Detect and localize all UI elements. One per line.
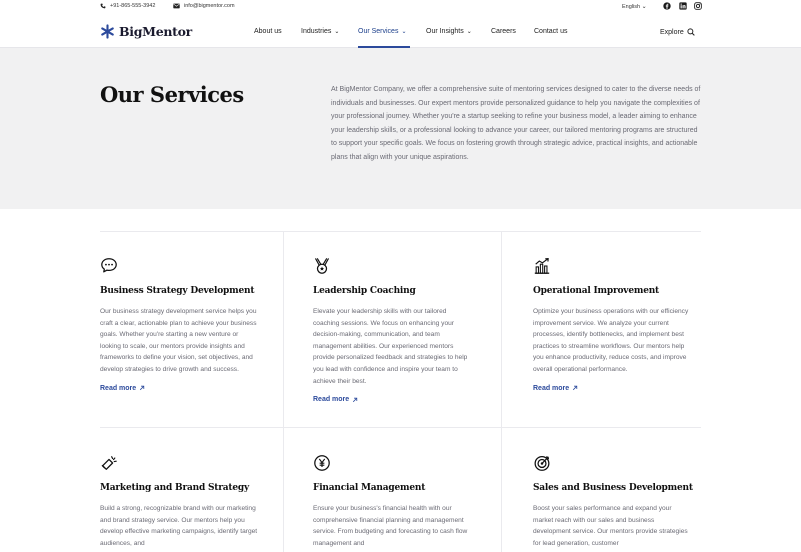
brand-name: BigMentor: [119, 24, 192, 39]
main-navigation: [0, 16, 801, 48]
service-description: Optimize your business operations with our efficiency improvement service. We analyze your current processes, identify bottlenecks, and implement best practices to streamline workflows. Our mentors help you enhance productivity, reduce costs, and improve overall operational performance.: [533, 308, 689, 373]
chevron-down-icon: ⌄: [466, 29, 472, 35]
service-card: [533, 454, 693, 549]
nav-link-services[interactable]: [358, 28, 407, 35]
service-title: Sales and Business Development: [533, 483, 693, 493]
email-contact[interactable]: [173, 3, 235, 9]
service-description: Our business strategy development service helps you craft a clear, actionable plan to achieve your business goals. Whether you're starting a new venture or looking to scale, our mentors provide insights and frameworks to define your vision, set objectives, and develop strategies to drive growth and success.: [100, 308, 257, 373]
megaphone-icon: [100, 454, 118, 472]
language-selector[interactable]: [622, 3, 647, 10]
service-card: [100, 257, 260, 395]
nav-link-label: About us: [254, 28, 282, 35]
explore-button[interactable]: [660, 28, 695, 36]
chat-bubbles-icon: [100, 257, 118, 275]
page-title: Our Services: [100, 82, 244, 107]
service-description: Boost your sales performance and expand your market reach with our sales and business development service. Our mentors provide strategies for lead generation, customer: [533, 505, 688, 547]
explore-label: Explore: [660, 28, 684, 36]
service-title: Operational Improvement: [533, 286, 660, 296]
yen-coin-icon: [313, 454, 331, 472]
nav-link-insights[interactable]: [426, 28, 472, 35]
read-more-label: Read more: [533, 384, 570, 392]
email-address: info@bigmentor.com: [184, 3, 235, 9]
service-title: Financial Management: [313, 483, 426, 493]
instagram-icon: [694, 2, 702, 10]
service-title: Business Strategy Development: [100, 286, 255, 296]
service-card: [313, 454, 473, 549]
service-title: Leadership Coaching: [313, 286, 416, 296]
service-description: Build a strong, recognizable brand with our marketing and brand strategy service. Our mentors help you develop effective marketing campaigns, identify target audiences, and: [100, 505, 258, 547]
nav-link-contact[interactable]: [534, 28, 567, 35]
chevron-down-icon: ⌄: [641, 4, 647, 10]
grid-divider: [283, 232, 284, 552]
growth-chart-icon: [533, 257, 551, 275]
services-grid: [100, 231, 701, 552]
nav-link-about[interactable]: [254, 28, 282, 35]
nav-link-label: Our Insights: [426, 28, 464, 35]
service-card: [100, 454, 260, 549]
language-label: English: [622, 4, 641, 10]
phone-contact[interactable]: [100, 3, 155, 9]
service-card: [533, 257, 693, 395]
facebook-icon: [663, 2, 671, 10]
linkedin-icon: [679, 2, 687, 10]
service-description: Ensure your business's financial health with our comprehensive financial planning and management service. From budgeting and forecasting to cash flow management and: [313, 505, 468, 547]
arrow-up-right-icon: [572, 385, 578, 391]
nav-link-label: Careers: [491, 28, 516, 35]
read-more-label: Read more: [100, 384, 137, 392]
read-more-label: Read more: [313, 396, 350, 404]
medal-icon: [313, 257, 331, 275]
top-utility-bar: [0, 0, 801, 16]
hero-description: At BigMentor Company, we offer a comprehensive suite of mentoring services designed to cater to the diverse needs of individuals and businesses. Our expert mentors provide personalized guidance to help you navigate the complexities of your professional journey. Whether you're a startup seeking to refine your business model, a leader aiming to enhance your leadership skills, or a professional looking to advance your career, our tailored mentoring programs are structured to support your specific goals. We focus on fostering growth through strategic advice, practical insights, and actionable plans that align with your unique aspirations.: [331, 86, 701, 161]
search-icon: [687, 28, 695, 36]
phone-icon: [100, 3, 106, 9]
services-hero: [0, 48, 801, 209]
read-more-link[interactable]: [313, 396, 358, 403]
phone-number: +91-865-555-3942: [110, 3, 156, 9]
service-title: Marketing and Brand Strategy: [100, 483, 250, 493]
chevron-down-icon: ⌄: [401, 29, 407, 35]
nav-link-industries[interactable]: [301, 28, 339, 35]
arrow-up-right-icon: [139, 385, 145, 391]
arrow-up-right-icon: [352, 397, 358, 403]
nav-link-careers[interactable]: [491, 28, 516, 35]
grid-divider: [100, 427, 701, 428]
asterisk-logo-icon: [100, 24, 115, 39]
nav-link-label: Contact us: [534, 28, 568, 35]
nav-link-label: Industries: [301, 28, 332, 35]
grid-divider: [501, 232, 502, 552]
service-card: [313, 257, 473, 406]
mail-icon: [173, 3, 180, 9]
brand-logo[interactable]: [100, 24, 192, 39]
service-description: Elevate your leadership skills with our tailored coaching sessions. We focus on enhancing your decision-making, communication, and team management abilities. Our experienced mentors provide personalized feedback and strategies to help you lead with confidence and inspire your team to achieve their best.: [313, 308, 468, 385]
read-more-link[interactable]: [533, 385, 578, 392]
instagram-link[interactable]: [694, 2, 702, 10]
linkedin-link[interactable]: [679, 2, 687, 10]
read-more-link[interactable]: [100, 385, 145, 392]
target-icon: [533, 454, 551, 472]
chevron-down-icon: ⌄: [334, 29, 340, 35]
facebook-link[interactable]: [663, 2, 671, 10]
nav-link-label: Our Services: [358, 28, 399, 35]
